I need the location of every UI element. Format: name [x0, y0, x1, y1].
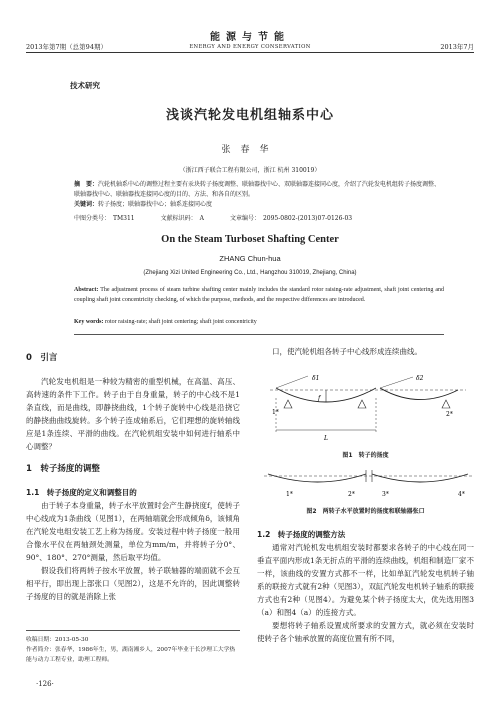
right-paragraph-1: 口，使汽轮机组各转子中心线形成连续曲线。: [272, 347, 422, 356]
section-1-2-paragraph-2: 要想将转子轴系设置成所要求的安置方式，就必须在安装时使转子各个轴承放置的高度位置有所不同，: [257, 621, 474, 643]
section-1-heading: 1 转子扬度的调整: [26, 464, 100, 474]
title-cn: 浅谈汽轮发电机组轴系中心: [165, 108, 334, 123]
left-column: [26, 352, 240, 603]
section-1-2-paragraph-1: 通常对汽轮机发电机组安装时都要求各转子的中心线在同一垂直平面内形成1条无折点的平滑的连续曲线，机组和制造厂家不一样，该曲线的安置方式都不一样，比如单缸汽轮发电机转子轴系的联接方式就有2种（见图3），双缸汽轮发电机转子轴系的联接方式也有2种（见图4）。为避免某个转子扬度太大，优先选用图3（a）和图4（a）的连接方式。: [257, 543, 474, 617]
section-tag: 技术研究: [70, 81, 100, 90]
journal-name-en: ENERGY AND ENERGY CONSERVATION: [189, 44, 311, 50]
abstract-en-text: The adjustment process of steam turbine shafting center mainly includes the standard rotor raising-rate adjustment, shaft joint centering and coupling shaft joint concentricity checking, of which the purpose, methods, and the respective differences are introduced.: [74, 287, 444, 303]
header-rule: [26, 52, 474, 53]
fig2-rotor-1-curve: [268, 474, 366, 482]
header-issue: 2013年第7期（总第94期）: [26, 43, 107, 51]
abstract-cn: [74, 180, 444, 210]
fig1-label-delta2: δ2: [416, 375, 424, 382]
journal-name-cn: 能源与节能: [210, 32, 290, 43]
affiliation-en: (Zhejiang Xizi United Engineering Co., Ltd., Hangzhou 310019, Zhejiang, China): [143, 270, 357, 276]
figure-2-coupling-gap: [262, 468, 474, 502]
keywords-en-label: Key words:: [74, 319, 104, 325]
author-cn: 张春华: [221, 145, 279, 155]
fig1-bearing-1: [284, 400, 292, 408]
fig2-label-2: 2*: [348, 491, 355, 498]
keywords-cn-label: 关键词：: [74, 201, 99, 208]
received-date: 收稿日期：2013-05-30: [26, 637, 89, 643]
author-en: ZHANG Chun-hua: [219, 254, 281, 263]
journal-masthead: [0, 28, 500, 50]
section-1-1-paragraph-1: 由于转子本身重量，转子水平放置时会产生静挠度f，使转子中心线成为1条曲线（见图1），在两轴端就会形成倾角δ，该倾角在汽轮发电组安装工艺上称为扬度。安装过程中转子扬度一般用合像水平仪在两轴颈处测量，单位为mm/m，并将转子分0°、90°、180°、270°测量，然后取平均值。: [26, 501, 240, 562]
section-1-1-heading: 1.1 转子扬度的定义和调整目的: [26, 488, 137, 497]
fig2-rotor-2-curve: [372, 474, 468, 482]
fig1-bearing-3: [442, 400, 450, 408]
footnote: [26, 635, 240, 665]
right-column-intro: [257, 345, 474, 358]
fig1-label-delta1: δ1: [312, 375, 320, 382]
classification-row: [74, 213, 444, 222]
figure-1-caption: 图1 转子的扬度: [342, 452, 389, 459]
affiliation-cn: （浙江西子联合工程有限公司，浙江 杭州 310019）: [179, 167, 321, 174]
fig2-label-3: 3*: [382, 491, 389, 498]
fig1-bearing-2: [358, 400, 366, 408]
author-bio: 作者简介：张春华，1986年生，男，湖南湘乡人，2007年毕业于长沙理工大学热能与动力工程专业，助理工程师。: [26, 647, 236, 663]
header-date: 2013年7月: [440, 43, 474, 51]
doc-code: 文献标识码： A: [160, 215, 204, 222]
fig1-label-2: 2*: [446, 411, 453, 418]
figure-2-caption: 图2 两转子水平放置时的扬度和联轴器张口: [306, 508, 425, 515]
section-1-1-paragraph-2: 假设我们将两转子按水平放置，转子联轴器的端面就不会互相平行，即出现上部张口（见图2），这是不允许的，因此调整转子扬度的目的就是消除上张: [26, 566, 240, 601]
fig1-tangent-2: [380, 377, 413, 388]
figure-1-rotor-rise: [268, 368, 468, 448]
abstract-rule: [74, 334, 444, 335]
abstract-en: [74, 285, 444, 305]
fig1-label-L: L: [324, 435, 328, 442]
fig1-label-1: 1*: [272, 409, 279, 416]
page-number: ·126·: [36, 680, 54, 688]
fig2-label-4: 4*: [458, 491, 465, 498]
article-number: 文章编号： 2095-0802-(2013)07-0126-03: [229, 215, 353, 222]
footnote-rule: [26, 630, 240, 631]
fig2-label-1: 1*: [286, 491, 293, 498]
fig1-label-f: f: [318, 395, 321, 402]
fig1-tangent-1: [276, 376, 308, 388]
keywords-en-text: rotor raising-rate; shaft joint centering; shaft joint concentricity: [105, 319, 257, 325]
right-column-section-1-2: [257, 528, 474, 645]
section-0-paragraph: 汽轮发电机组是一种较为精密的重型机械，在高温、高压、高转速的条件下工作。转子由于自身重量，转子的中心线不是1条直线，而是曲线，即静挠曲线，1个转子旋转中心线是沿挠它的静挠曲曲线旋转。多个转子连成轴系后，它们理想的旋转轴线应是1条连续、平滑的曲线。在汽轮机组安装中如何进行轴系中心调整？: [26, 377, 240, 451]
abstract-cn-text: 汽轮机轴系中心的调整过程主要有汞块转子扬度调整、联轴器找中心、双联轴器连接同心度，介绍了汽轮发电机组转子扬度调整、联轴器找中心、联轴器找连接同心度的目的、方法、和各自的区别。: [74, 181, 441, 198]
title-en: On the Steam Turboset Shafting Center: [161, 234, 339, 245]
section-0-heading: 0 引言: [26, 353, 58, 363]
abstract-cn-label: 摘 要：: [74, 181, 99, 188]
clc-number: 中图分类号： TM311: [74, 215, 135, 222]
abstract-en-label: Abstract:: [74, 287, 99, 293]
keywords-cn-text: 转子扬度；联轴器找中心；轴系连接同心度: [98, 201, 213, 208]
section-1-2-heading: 1.2 转子扬度的调整方法: [257, 530, 346, 539]
keywords-en: [74, 319, 444, 325]
